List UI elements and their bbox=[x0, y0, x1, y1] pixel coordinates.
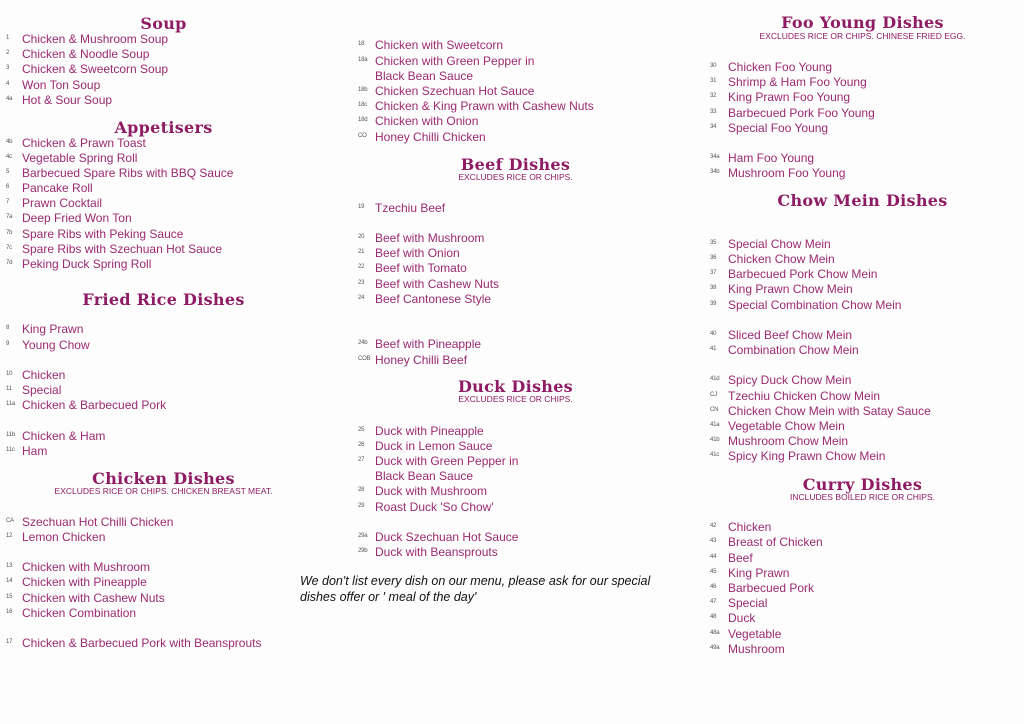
menu-item bbox=[6, 444, 321, 459]
menu-item bbox=[710, 581, 1015, 596]
item-number: 41a bbox=[710, 422, 720, 428]
menu-item bbox=[710, 419, 1015, 434]
item-name: Chicken & Mushroom Soup bbox=[22, 32, 169, 46]
item-number: 48 bbox=[710, 614, 717, 620]
item-name: Barbecued Spare Ribs with BBQ Sauce bbox=[22, 166, 234, 180]
item-number: 36 bbox=[710, 255, 717, 261]
item-name: Beef Cantonese Style bbox=[375, 292, 492, 306]
item-number: 45 bbox=[710, 569, 717, 575]
menu-item bbox=[358, 84, 673, 99]
item-number: 2 bbox=[6, 50, 10, 56]
item-name: Combination Chow Mein bbox=[728, 343, 859, 357]
menu-item bbox=[358, 424, 673, 439]
item-number: 18d bbox=[358, 117, 368, 123]
item-name: Special Combination Chow Mein bbox=[728, 298, 902, 312]
item-name: Beef with Cashew Nuts bbox=[375, 277, 500, 291]
menu-item bbox=[710, 151, 1015, 166]
section-title: Chow Mein Dishes bbox=[777, 191, 948, 210]
item-number: 4c bbox=[6, 154, 12, 160]
menu-item bbox=[710, 404, 1015, 419]
item-number: 26 bbox=[358, 442, 365, 448]
item-number: 4b bbox=[6, 139, 13, 145]
menu-column-3 bbox=[710, 0, 1015, 724]
item-name: Mushroom Chow Mein bbox=[728, 434, 849, 448]
item-name: Barbecued Pork Chow Mein bbox=[728, 267, 878, 281]
item-name: Chicken Chow Mein with Satay Sauce bbox=[728, 404, 931, 418]
item-name: Prawn Cocktail bbox=[22, 196, 103, 210]
section-title: Duck Dishes bbox=[458, 377, 573, 396]
item-name: Special bbox=[728, 596, 768, 610]
item-name: Chicken bbox=[728, 520, 772, 534]
item-name: Tzechiu Chicken Chow Mein bbox=[728, 389, 881, 403]
section-note: EXCLUDES RICE OR CHIPS. CHICKEN BREAST MEAT. bbox=[54, 486, 273, 496]
item-number: 47 bbox=[710, 599, 717, 605]
menu-item bbox=[710, 60, 1015, 75]
menu-item bbox=[358, 69, 673, 84]
item-name: Szechuan Hot Chilli Chicken bbox=[22, 515, 174, 529]
item-number: 5 bbox=[6, 169, 10, 175]
menu-item bbox=[6, 181, 321, 196]
item-name: Hot & Sour Soup bbox=[22, 93, 113, 107]
section-note: EXCLUDES RICE OR CHIPS. bbox=[458, 172, 573, 182]
menu-item bbox=[710, 90, 1015, 105]
item-number: 25 bbox=[358, 427, 365, 433]
item-number: 11b bbox=[6, 432, 15, 438]
item-number: 37 bbox=[710, 270, 717, 276]
section-title: Soup bbox=[140, 14, 187, 33]
item-name: Pancake Roll bbox=[22, 181, 93, 195]
item-number: 6 bbox=[6, 184, 10, 190]
menu-item bbox=[6, 322, 321, 337]
menu-item bbox=[710, 237, 1015, 252]
item-name: Sliced Beef Chow Mein bbox=[728, 328, 853, 342]
item-name: Beef bbox=[728, 551, 753, 565]
item-number: 40 bbox=[710, 331, 717, 337]
item-name: Chicken with Green Pepper in bbox=[375, 54, 535, 68]
item-number: 14 bbox=[6, 578, 13, 584]
item-number: 32 bbox=[710, 93, 717, 99]
item-name: Beef with Mushroom bbox=[375, 231, 485, 245]
item-name: Chicken with Sweetcorn bbox=[375, 38, 504, 52]
item-name: Chicken bbox=[22, 368, 66, 382]
section-title: Curry Dishes bbox=[802, 475, 923, 494]
item-name: Beef with Onion bbox=[375, 246, 460, 260]
item-name: Chicken & King Prawn with Cashew Nuts bbox=[375, 99, 594, 113]
item-name: Vegetable Spring Roll bbox=[22, 151, 138, 165]
menu-item bbox=[358, 54, 673, 69]
item-name: Barbecued Pork bbox=[728, 581, 815, 595]
item-name: Lemon Chicken bbox=[22, 530, 106, 544]
item-number: 7 bbox=[6, 199, 10, 205]
item-name: Chicken Chow Mein bbox=[728, 252, 835, 266]
section-title: Fried Rice Dishes bbox=[82, 290, 245, 309]
item-number: CJ bbox=[710, 392, 717, 398]
item-number: 48a bbox=[710, 630, 720, 636]
menu-item bbox=[710, 373, 1015, 388]
item-number: 18c bbox=[358, 102, 368, 108]
menu-item bbox=[6, 151, 321, 166]
item-number: 35 bbox=[710, 240, 717, 246]
item-name: Special Foo Young bbox=[728, 121, 829, 135]
section-title: Foo Young Dishes bbox=[781, 13, 944, 32]
menu-item bbox=[358, 277, 673, 292]
item-number: CO bbox=[358, 133, 367, 139]
item-name: Chicken Szechuan Hot Sauce bbox=[375, 84, 535, 98]
menu-item bbox=[6, 78, 321, 93]
item-number: 42 bbox=[710, 523, 717, 529]
item-number: 28 bbox=[358, 487, 365, 493]
item-number: 38 bbox=[710, 285, 717, 291]
item-number: 12 bbox=[6, 533, 13, 539]
item-number: 20 bbox=[358, 234, 365, 240]
item-number: 7a bbox=[6, 214, 13, 220]
item-number: 31 bbox=[710, 78, 717, 84]
item-number: 7d bbox=[6, 260, 13, 266]
item-number: 43 bbox=[710, 538, 717, 544]
menu-item bbox=[358, 469, 673, 484]
menu-item bbox=[358, 292, 673, 307]
menu-item bbox=[358, 530, 673, 545]
menu-item bbox=[6, 515, 321, 530]
item-number: 10 bbox=[6, 371, 13, 377]
item-name: Won Ton Soup bbox=[22, 78, 101, 92]
item-name: Duck in Lemon Sauce bbox=[375, 439, 493, 453]
item-number: 41 bbox=[710, 346, 717, 352]
item-name: Special Chow Mein bbox=[728, 237, 831, 251]
item-number: 11 bbox=[6, 386, 12, 392]
menu-item bbox=[6, 429, 321, 444]
item-name: King Prawn bbox=[728, 566, 790, 580]
item-number: 29 bbox=[358, 503, 365, 509]
item-number: 21 bbox=[358, 249, 365, 255]
menu-item bbox=[358, 130, 673, 145]
item-number: 13 bbox=[6, 563, 13, 569]
menu-item bbox=[710, 611, 1015, 626]
item-name: Duck Szechuan Hot Sauce bbox=[375, 530, 519, 544]
section-title: Appetisers bbox=[114, 118, 213, 137]
menu-item bbox=[710, 75, 1015, 90]
item-number: 11c bbox=[6, 447, 15, 453]
item-name: Vegetable bbox=[728, 627, 782, 641]
menu-item bbox=[6, 636, 321, 651]
item-number: 22 bbox=[358, 264, 365, 270]
menu-item bbox=[6, 257, 321, 272]
item-name: King Prawn Foo Young bbox=[728, 90, 851, 104]
menu-item bbox=[358, 545, 673, 560]
menu-item bbox=[6, 606, 321, 621]
item-name: Chicken & Prawn Toast bbox=[22, 136, 146, 150]
item-number: CA bbox=[6, 518, 14, 524]
menu-item bbox=[6, 211, 321, 226]
menu-item bbox=[710, 343, 1015, 358]
item-number: 1 bbox=[6, 35, 10, 41]
menu-column-1 bbox=[6, 0, 321, 724]
item-number: 33 bbox=[710, 109, 717, 115]
item-number: 7b bbox=[6, 230, 13, 236]
menu-item bbox=[710, 389, 1015, 404]
item-name: Peking Duck Spring Roll bbox=[22, 257, 152, 271]
item-number: 24 bbox=[358, 295, 365, 301]
item-name: Ham bbox=[22, 444, 48, 458]
menu-item bbox=[6, 136, 321, 151]
item-number: 18 bbox=[358, 41, 365, 47]
menu-item bbox=[6, 591, 321, 606]
item-name: Chicken & Barbecued Pork with Beansprouts bbox=[22, 636, 262, 650]
item-number: 19 bbox=[358, 204, 365, 210]
item-number: 4 bbox=[6, 81, 10, 87]
menu-item bbox=[6, 47, 321, 62]
item-name: Shrimp & Ham Foo Young bbox=[728, 75, 867, 89]
menu-item bbox=[710, 252, 1015, 267]
item-name: Mushroom bbox=[728, 642, 785, 656]
item-number: 29b bbox=[358, 548, 368, 554]
item-name: Chicken with Cashew Nuts bbox=[22, 591, 165, 605]
item-number: 24b bbox=[358, 340, 368, 346]
item-name: Breast of Chicken bbox=[728, 535, 823, 549]
section-note: EXCLUDES RICE OR CHIPS. bbox=[458, 394, 573, 404]
item-name: Deep Fried Won Ton bbox=[22, 211, 132, 225]
menu-item bbox=[710, 627, 1015, 642]
menu-item bbox=[710, 449, 1015, 464]
item-name: Duck bbox=[728, 611, 756, 625]
item-number: COB bbox=[358, 356, 371, 362]
item-number: 4a bbox=[6, 96, 13, 102]
menu-item bbox=[710, 520, 1015, 535]
item-name: Duck with Green Pepper in bbox=[375, 454, 519, 468]
item-number: 49a bbox=[710, 645, 720, 651]
item-number: 29a bbox=[358, 533, 368, 539]
item-number: 39 bbox=[710, 301, 717, 307]
item-name: Beef with Pineapple bbox=[375, 337, 482, 351]
menu-item bbox=[710, 642, 1015, 657]
menu-item bbox=[358, 261, 673, 276]
item-number: 3 bbox=[6, 65, 10, 71]
item-name: Tzechiu Beef bbox=[375, 201, 446, 215]
item-name: Beef with Tomato bbox=[375, 261, 467, 275]
item-number: 18b bbox=[358, 87, 368, 93]
item-name: Roast Duck 'So Chow' bbox=[375, 500, 494, 514]
item-name: Spare Ribs with Peking Sauce bbox=[22, 227, 184, 241]
menu-item bbox=[710, 282, 1015, 297]
item-name: Vegetable Chow Mein bbox=[728, 419, 845, 433]
item-name: Black Bean Sauce bbox=[375, 469, 474, 483]
menu-item bbox=[6, 560, 321, 575]
item-name: Ham Foo Young bbox=[728, 151, 815, 165]
section-title: Chicken Dishes bbox=[92, 469, 235, 488]
item-name: Chicken with Mushroom bbox=[22, 560, 151, 574]
item-name: Young Chow bbox=[22, 338, 90, 352]
special-note: We don't list every dish on our menu, please ask for our special dishes offer or ' meal of the day' bbox=[300, 574, 651, 604]
menu-item bbox=[358, 231, 673, 246]
item-number: 27 bbox=[358, 457, 365, 463]
menu-item bbox=[710, 596, 1015, 611]
menu-item bbox=[358, 500, 673, 515]
menu-item bbox=[6, 338, 321, 353]
item-name: Chicken & Noodle Soup bbox=[22, 47, 150, 61]
menu-item bbox=[710, 328, 1015, 343]
menu-item bbox=[358, 454, 673, 469]
menu-item bbox=[358, 353, 673, 368]
item-number: 18a bbox=[358, 57, 368, 63]
menu-item bbox=[710, 298, 1015, 313]
item-name: Mushroom Foo Young bbox=[728, 166, 846, 180]
menu-item bbox=[6, 530, 321, 545]
menu-item bbox=[358, 246, 673, 261]
item-number: 34 bbox=[710, 124, 717, 130]
item-name: Spicy Duck Chow Mein bbox=[728, 373, 852, 387]
item-name: Chicken & Barbecued Pork bbox=[22, 398, 167, 412]
item-name: Chicken with Onion bbox=[375, 114, 479, 128]
item-name: Spare Ribs with Szechuan Hot Sauce bbox=[22, 242, 223, 256]
item-number: 8 bbox=[6, 325, 10, 331]
item-name: Chicken & Sweetcorn Soup bbox=[22, 62, 169, 76]
menu-item bbox=[710, 267, 1015, 282]
item-name: Duck with Beansprouts bbox=[375, 545, 498, 559]
menu-item bbox=[710, 551, 1015, 566]
menu-item bbox=[6, 368, 321, 383]
menu-item bbox=[358, 201, 673, 216]
item-number: 15 bbox=[6, 594, 13, 600]
menu-item bbox=[710, 434, 1015, 449]
item-name: Duck with Mushroom bbox=[375, 484, 488, 498]
item-name: King Prawn bbox=[22, 322, 84, 336]
menu-item bbox=[6, 32, 321, 47]
menu-column-2 bbox=[358, 0, 673, 724]
menu-item bbox=[710, 106, 1015, 121]
item-name: Honey Chilli Beef bbox=[375, 353, 468, 367]
item-name: Chicken with Pineapple bbox=[22, 575, 147, 589]
item-name: King Prawn Chow Mein bbox=[728, 282, 853, 296]
menu-item bbox=[6, 227, 321, 242]
item-number: 17 bbox=[6, 639, 13, 645]
section-note: INCLUDES BOILED RICE OR CHIPS. bbox=[789, 492, 935, 502]
menu-item bbox=[6, 62, 321, 77]
item-name: Honey Chilli Chicken bbox=[375, 130, 486, 144]
item-number: 44 bbox=[710, 554, 717, 560]
item-number: 9 bbox=[6, 341, 10, 347]
item-name: Black Bean Sauce bbox=[375, 69, 474, 83]
menu-item bbox=[358, 99, 673, 114]
menu-item bbox=[6, 166, 321, 181]
menu-item bbox=[710, 166, 1015, 181]
item-name: Chicken & Ham bbox=[22, 429, 106, 443]
item-number: 41d bbox=[710, 376, 720, 382]
item-name: Spicy King Prawn Chow Mein bbox=[728, 449, 886, 463]
menu-item bbox=[358, 484, 673, 499]
menu-item bbox=[358, 38, 673, 53]
menu-item bbox=[6, 93, 321, 108]
menu-item bbox=[6, 398, 321, 413]
menu-item bbox=[358, 337, 673, 352]
item-number: 23 bbox=[358, 280, 365, 286]
menu-item bbox=[6, 575, 321, 590]
item-number: 41c bbox=[710, 452, 720, 458]
menu-item bbox=[710, 535, 1015, 550]
item-name: Special bbox=[22, 383, 62, 397]
menu-item bbox=[6, 242, 321, 257]
item-number: CN bbox=[710, 407, 719, 413]
item-number: 46 bbox=[710, 584, 717, 590]
item-number: 34a bbox=[710, 154, 720, 160]
item-number: 30 bbox=[710, 63, 717, 69]
item-number: 34b bbox=[710, 169, 720, 175]
menu-item bbox=[710, 566, 1015, 581]
section-title: Beef Dishes bbox=[460, 155, 571, 174]
item-name: Barbecued Pork Foo Young bbox=[728, 106, 875, 120]
section-note: EXCLUDES RICE OR CHIPS. CHINESE FRIED EGG. bbox=[759, 31, 966, 41]
menu-item bbox=[358, 439, 673, 454]
item-name: Chicken Combination bbox=[22, 606, 137, 620]
item-name: Chicken Foo Young bbox=[728, 60, 833, 74]
item-name: Duck with Pineapple bbox=[375, 424, 484, 438]
item-number: 41b bbox=[710, 437, 720, 443]
item-number: 7c bbox=[6, 245, 12, 251]
menu-item bbox=[358, 114, 673, 129]
menu-item bbox=[6, 196, 321, 211]
menu-item bbox=[710, 121, 1015, 136]
item-number: 11a bbox=[6, 401, 15, 407]
menu-item bbox=[6, 383, 321, 398]
item-number: 16 bbox=[6, 609, 13, 615]
